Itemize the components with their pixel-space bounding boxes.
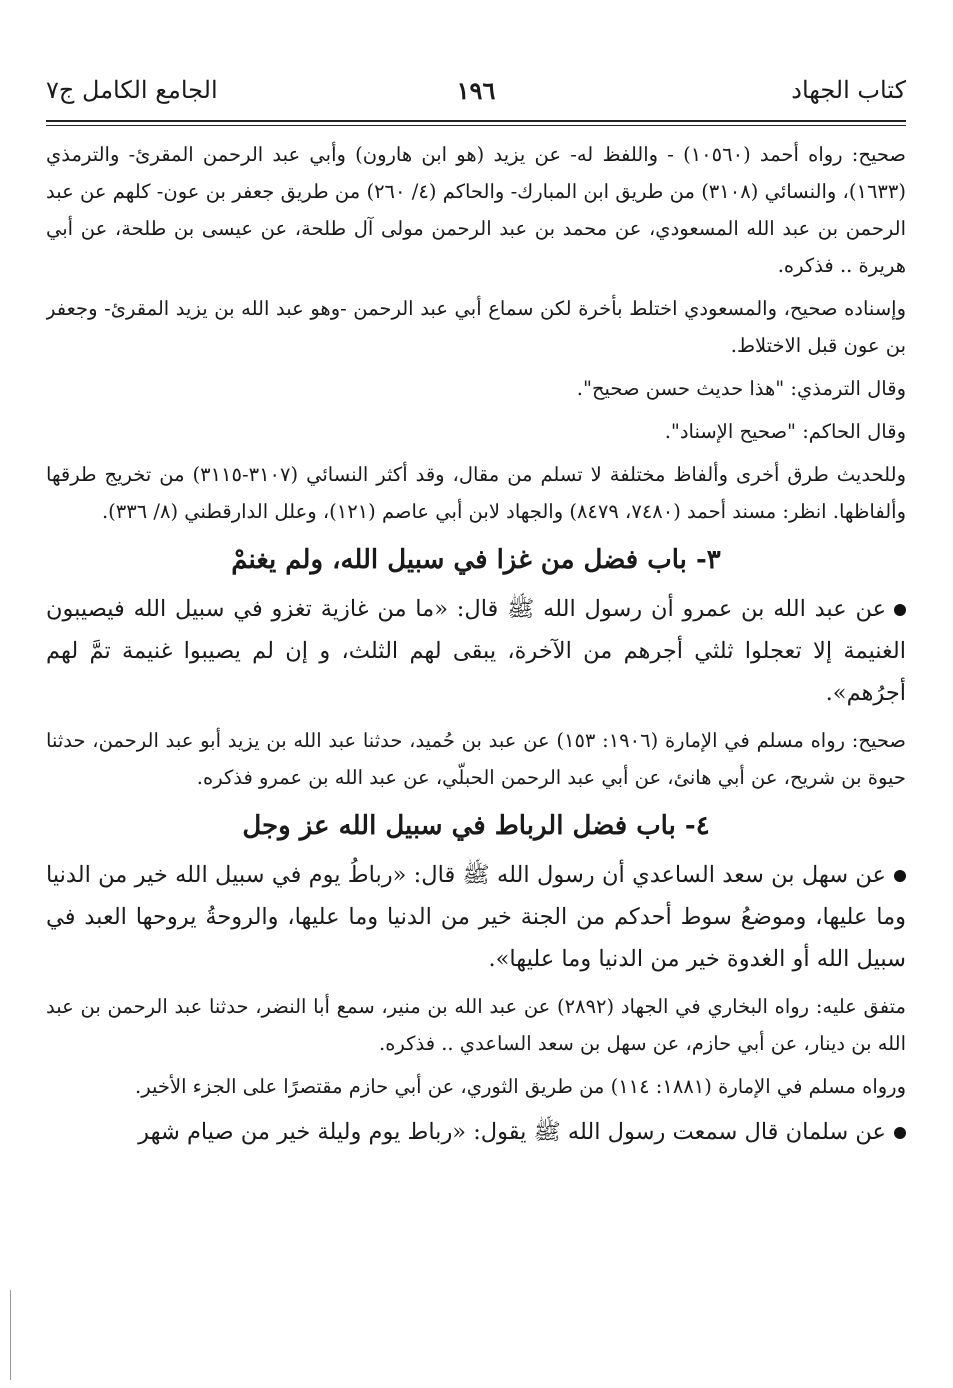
bullet-icon (894, 1127, 906, 1139)
hadith-text (46, 588, 906, 714)
page-number: ١٩٦ (456, 76, 496, 105)
hadith-body: عن سهل بن سعد الساعدي أن رسول الله ﷺ قال: «رباطُ يوم في سبيل الله خير من الدنيا وما عليها، وموضعُ سوط أحدكم من الجنة خير من الدنيا وما عليها، والروحةُ يروحها العبد في سبيل الله أو الغدوة خير من الدنيا وما عليها». (46, 862, 906, 972)
collection-title: الجامع الكامل ج٧ (46, 76, 218, 104)
other-routes-note: وللحديث طرق أخرى وألفاظ مختلفة لا تسلم من مقال، وقد أكثر النسائي (٣١٠٧-٣١١٥) من تخريج طرقها وألفاظها. انظر: مسند أحمد (٧٤٨٠، ٨٤٧٩) والجهاد لابن أبي عاصم (١٢١)، وعلل الدارقطني (٨/ ٣٣٦). (46, 463, 906, 523)
hadith-text (46, 854, 906, 980)
header-rule-thin (46, 125, 906, 126)
takhrij-paragraph: صحيح: رواه مسلم في الإمارة (١٩٠٦: ١٥٣) عن عبد بن حُميد، حدثنا عبد الله بن يزيد أبو عبد الرحمن، حدثنا حيوة بن شريح، عن أبي هانئ، عن أبي عبد الرحمن الحبلّي، عن عبد الله بن عمرو فذكره. (46, 729, 906, 789)
scan-edge-line (10, 1290, 11, 1380)
hakim-quote: وقال الحاكم: "صحيح الإسناد". (664, 420, 906, 443)
header-rule (46, 120, 906, 122)
book-title: كتاب الجهاد (791, 76, 906, 104)
chapter-heading: ٤- باب فضل الرباط في سبيل الله عز وجل (242, 811, 710, 841)
bullet-icon (894, 604, 906, 616)
takhrij-paragraph: ورواه مسلم في الإمارة (١٨٨١: ١١٤) من طريق الثوري، عن أبي حازم مقتصرًا على الجزء الأخير. (135, 1075, 906, 1098)
hadith-body: عن عبد الله بن عمرو أن رسول الله ﷺ قال: «ما من غازية تغزو في سبيل الله فيصيبون الغنيمة إلا تعجلوا ثلثي أجرهم من الآخرة، يبقى لهم الثلث، و إن لم يصيبوا غنيمة تمَّ لهم أجرُهم». (46, 596, 906, 706)
chapter-heading: ٣- باب فضل من غزا في سبيل الله، ولم يغنمْ (231, 545, 721, 575)
page-body (46, 136, 906, 1376)
takhrij-paragraph: متفق عليه: رواه البخاري في الجهاد (٢٨٩٢) عن عبد الله بن منير، سمع أبا النضر، حدثنا عبد الرحمن بن عبد الله بن دينار، عن أبي حازم، عن سهل بن سعد الساعدي .. فذكره. (46, 995, 906, 1055)
bullet-icon (894, 870, 906, 882)
page-header (46, 76, 906, 116)
tirmidhi-quote: وقال الترمذي: "هذا حديث حسن صحيح". (576, 377, 906, 400)
isnad-note: وإسناده صحيح، والمسعودي اختلط بأخرة لكن سماع أبي عبد الرحمن -وهو عبد الله بن يزيد المقرئ- وجعفر بن عون قبل الاختلاط. (46, 297, 906, 357)
hadith-body: عن سلمان قال سمعت رسول الله ﷺ يقول: «رباط يوم وليلة خير من صيام شهر (138, 1119, 886, 1145)
takhrij-paragraph: صحيح: رواه أحمد (١٠٥٦٠) - واللفظ له- عن يزيد (هو ابن هارون) وأبي عبد الرحمن المقرئ- والترمذي (١٦٣٣)، والنسائي (٣١٠٨) من طريق ابن المبارك- والحاكم (٤/ ٢٦٠) من طريق جعفر بن عون- كلهم عن عبد الرحمن بن عبد الله المسعودي، عن محمد بن عبد الرحمن مولى آل طلحة، عن عيسى بن طلحة، عن أبي هريرة .. فذكره. (46, 143, 906, 277)
hadith-text (46, 1111, 906, 1153)
